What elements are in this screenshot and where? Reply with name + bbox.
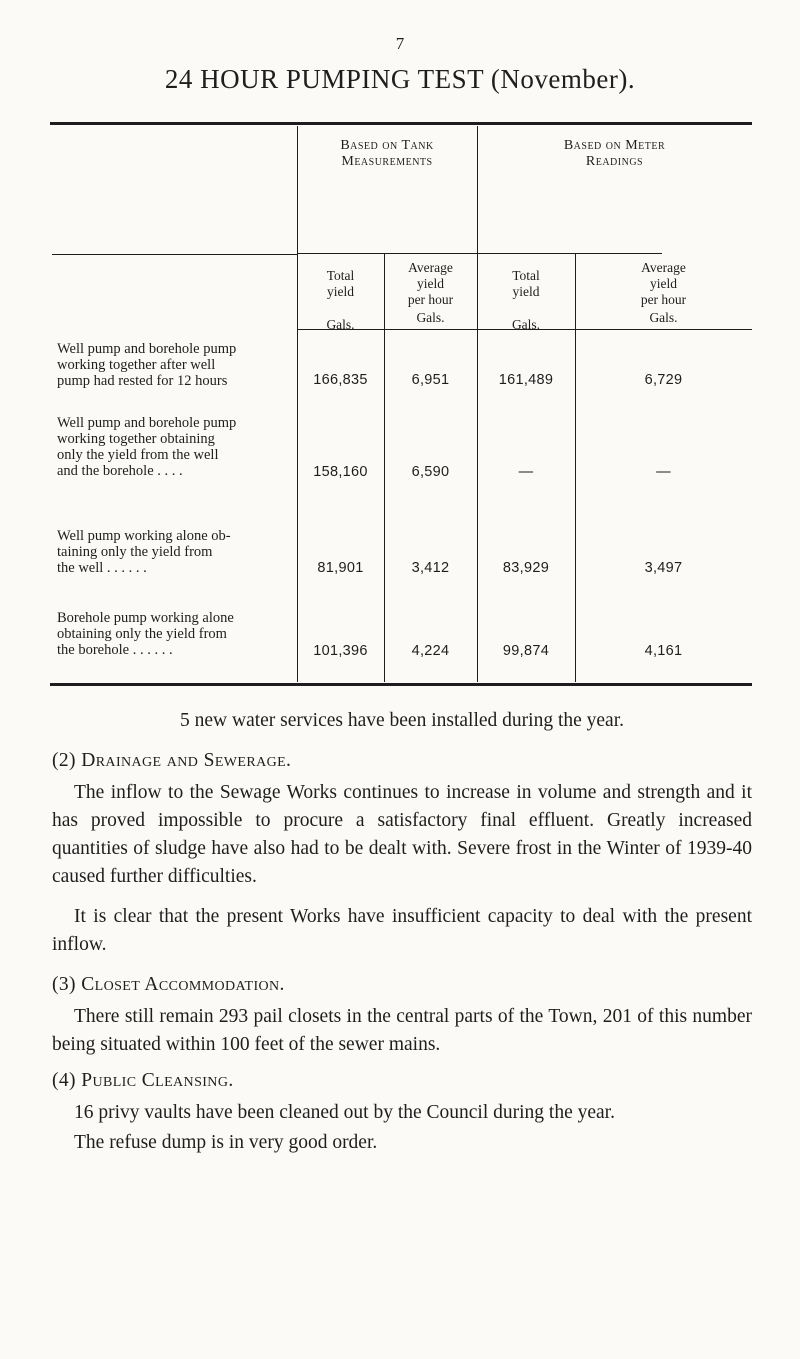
table-cell: 6,590 bbox=[411, 464, 450, 480]
table-bottom-rule bbox=[50, 683, 752, 686]
cleansing-paragraph-2: The refuse dump is in very good order. bbox=[74, 1132, 378, 1153]
table-cell: 4,224 bbox=[411, 643, 450, 659]
column-header-tank-average: Average yield per hour Gals. bbox=[407, 260, 454, 325]
body-text bbox=[52, 707, 752, 1157]
table-cell: 161,489 bbox=[498, 372, 554, 388]
table-cell: 3,497 bbox=[644, 560, 683, 576]
table-cell: 6,729 bbox=[644, 372, 683, 388]
column-header-tank-total: Total yield Gals. bbox=[326, 268, 355, 332]
row-label-2: Well pump and borehole pump working together obtaining only the yield from the well and the borehole . . . . bbox=[57, 415, 237, 479]
row-label-1: Well pump and borehole pump working together after well pump had rested for 12 hours bbox=[57, 341, 237, 389]
group-divider-meter bbox=[477, 253, 662, 254]
vline-group-sep bbox=[477, 126, 478, 682]
group-header-meter: Based on Meter Readings bbox=[563, 138, 666, 169]
row-label-3: Well pump working alone ob- taining only the yield from the well . . . . . . bbox=[57, 528, 231, 576]
drainage-paragraph-1: The inflow to the Sewage Works continues to increase in volume and strength and it has proved impossible to procure a satisfactory final effluent. Greatly increased quantities of sludge have also had to be dealt with. Severe frost in the Winter of 1939-40 caused further difficulties. bbox=[52, 782, 752, 887]
table-cell: 83,929 bbox=[502, 560, 550, 576]
header-divider bbox=[52, 254, 297, 255]
closet-paragraph: There still remain 293 pail closets in the central parts of the Town, 201 of this number being situated within 100 feet of the sewer mains. bbox=[52, 1006, 752, 1055]
table-cell: 4,161 bbox=[644, 643, 683, 659]
vline-label-col bbox=[297, 126, 298, 682]
table-cell: 3,412 bbox=[411, 560, 450, 576]
group-divider-tank bbox=[297, 253, 477, 254]
table-cell: — bbox=[518, 464, 534, 480]
water-services-paragraph: 5 new water services have been installed during the year. bbox=[180, 710, 624, 731]
drainage-paragraph-2: It is clear that the present Works have insufficient capacity to deal with the present inflow. bbox=[52, 906, 752, 955]
table-cell: — bbox=[656, 464, 671, 480]
cleansing-heading: (4) Public Cleansing. bbox=[52, 1070, 234, 1091]
table-cell: 158,160 bbox=[313, 464, 368, 480]
page-title: 24 HOUR PUMPING TEST (November). bbox=[164, 64, 636, 94]
table-cell: 6,951 bbox=[411, 372, 450, 388]
column-header-meter-total: Total yield Gals. bbox=[511, 268, 541, 332]
closet-heading: (3) Closet Accommodation. bbox=[52, 974, 285, 995]
table-cell: 99,874 bbox=[502, 643, 550, 659]
page-number: 7 bbox=[395, 34, 405, 53]
table-top-rule bbox=[50, 122, 752, 125]
drainage-heading: (2) Drainage and Sewerage. bbox=[52, 750, 292, 771]
row-label-4: Borehole pump working alone obtaining only the yield from the borehole . . . . . . bbox=[57, 610, 234, 658]
cleansing-paragraph-1: 16 privy vaults have been cleaned out by the Council during the year. bbox=[74, 1102, 615, 1123]
column-header-meter-average: Average yield per hour Gals. bbox=[640, 260, 687, 325]
group-header-tank: Based on Tank Measurements bbox=[340, 138, 434, 169]
table-cell: 81,901 bbox=[317, 560, 364, 576]
table-cell: 101,396 bbox=[313, 643, 368, 659]
table-cell: 166,835 bbox=[313, 372, 368, 388]
